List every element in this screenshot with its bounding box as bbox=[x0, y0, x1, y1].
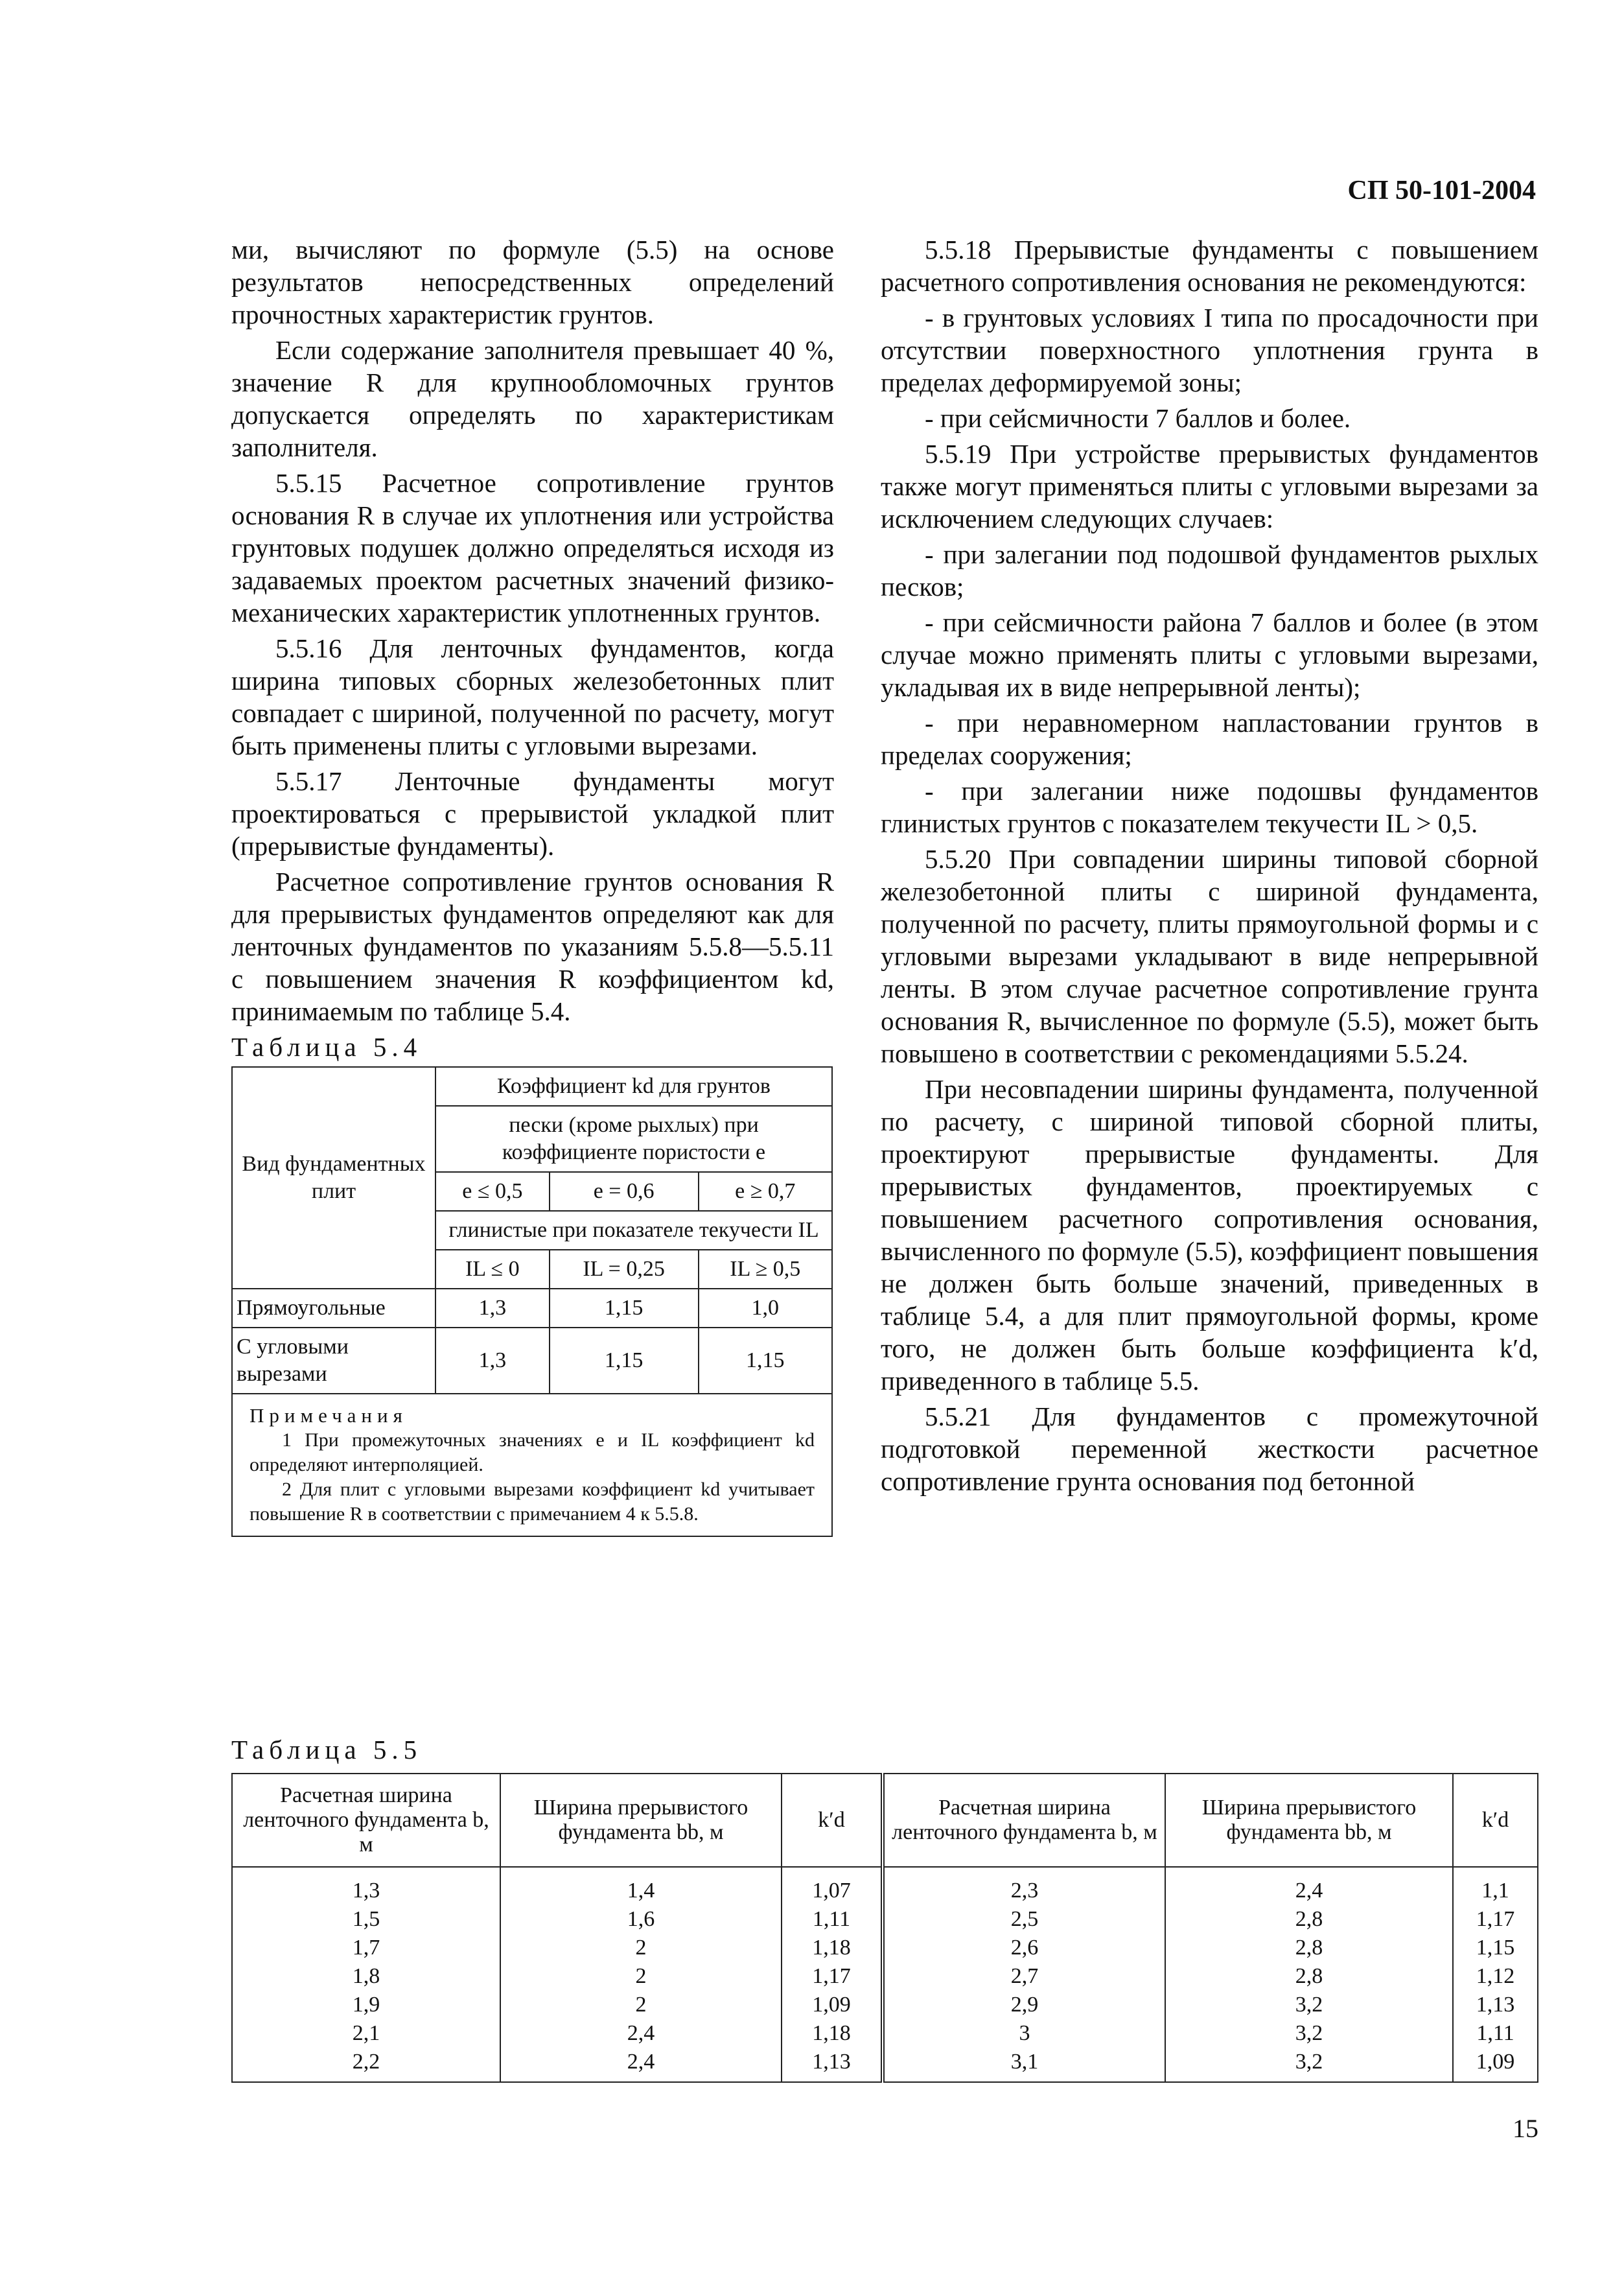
cell: 1,15 bbox=[550, 1289, 699, 1328]
cell: 2,6 bbox=[883, 1934, 1165, 1962]
header-plate-type: Вид фундаментных плит bbox=[232, 1067, 435, 1289]
cell: 1,11 bbox=[782, 1905, 883, 1934]
header-cell: k′d bbox=[1453, 1774, 1538, 1867]
header-sands: пески (кроме рыхлых) при коэффициенте пористости e bbox=[435, 1106, 832, 1172]
cell: 2,8 bbox=[1165, 1905, 1453, 1934]
cell: 1,3 bbox=[435, 1289, 550, 1328]
cell: 1,6 bbox=[500, 1905, 782, 1934]
cell: 3 bbox=[883, 2019, 1165, 2048]
cell: 2 bbox=[500, 1934, 782, 1962]
table-row bbox=[232, 2048, 1538, 2082]
list-item: - при залегании под подошвой фундаментов рыхлых песков; bbox=[881, 539, 1538, 602]
page-number: 15 bbox=[1513, 2114, 1538, 2143]
cell: 3,1 bbox=[883, 2048, 1165, 2082]
table-row bbox=[232, 1328, 832, 1394]
cell: 1,12 bbox=[1453, 1962, 1538, 1991]
table-row bbox=[232, 1991, 1538, 2019]
cell: 1,1 bbox=[1453, 1867, 1538, 1905]
cell: 2,9 bbox=[883, 1991, 1165, 2019]
cell: 2,5 bbox=[883, 1905, 1165, 1934]
list-item: - при залегании ниже подошвы фундаментов глинистых грунтов с показателем текучести IL > 0,5. bbox=[881, 776, 1538, 838]
cell: 1,11 bbox=[1453, 2019, 1538, 2048]
note: 2 Для плит с угловыми вырезами коэффициент kd учитывает повышение R в соответствии с примечанием 4 к 5.5.8. bbox=[249, 1479, 815, 1525]
cell: 2,1 bbox=[232, 2019, 500, 2048]
table-5-5-caption: Таблица 5.5 bbox=[231, 1735, 423, 1764]
list-item: - при сейсмичности района 7 баллов и более (в этом случае можно применять плиты с угловыми вырезами, укладывая их в виде непрерывной ленты); bbox=[881, 607, 1538, 702]
header-cell: IL ≤ 0 bbox=[435, 1250, 550, 1289]
paragraph: 5.5.20 При совпадении ширины типовой сборной железобетонной плиты с шириной фундамента, полученной по расчету, плиты прямоугольной формы и с угловыми вырезами укладывают в виде непрерывной ленты. В этом случае расчетное сопротивление грунта основания R, вычисленное по формуле (5.5), может быть повышено в соответствии с рекомендациями 5.5.24. bbox=[881, 844, 1538, 1068]
table-5-5-body bbox=[232, 1867, 1538, 2082]
paragraph: 5.5.21 Для фундаментов с промежуточной подготовкой переменной жесткости расчетное сопротивление грунта основания под бетонной bbox=[881, 1401, 1538, 1496]
cell: 2,4 bbox=[500, 2048, 782, 2082]
table-row bbox=[232, 1905, 1538, 1934]
header-cell: e ≥ 0,7 bbox=[699, 1172, 832, 1211]
paragraph: 5.5.19 При устройстве прерывистых фундаментов также могут применяться плиты с угловыми вырезами за исключением следующих случаев: bbox=[881, 439, 1538, 533]
cell: 2,3 bbox=[883, 1867, 1165, 1905]
cell: 2 bbox=[500, 1962, 782, 1991]
cell: 3,2 bbox=[1165, 2048, 1453, 2082]
cell: 1,8 bbox=[232, 1962, 500, 1991]
row-label: Прямоугольные bbox=[232, 1289, 435, 1328]
notes-title: Примечания bbox=[249, 1404, 408, 1427]
cell: 1,13 bbox=[1453, 1991, 1538, 2019]
cell: 2,2 bbox=[232, 2048, 500, 2082]
cell: 2 bbox=[500, 1991, 782, 2019]
paragraph: 5.5.16 Для ленточных фундаментов, когда ширина типовых сборных железобетонных плит совпадает с шириной, полученной по расчету, могут быть применены плиты с угловыми вырезами. bbox=[231, 633, 834, 760]
paragraph: ми, вычисляют по формуле (5.5) на основе результатов непосредственных определений прочностных характеристик грунтов. bbox=[231, 235, 834, 329]
header-cell: Расчетная ширина ленточного фундамента b, м bbox=[883, 1774, 1165, 1867]
header-clays: глинистые при показателе текучести IL bbox=[435, 1211, 832, 1250]
cell: 1,7 bbox=[232, 1934, 500, 1962]
table-5-4-caption: Таблица 5.4 bbox=[231, 1032, 423, 1062]
cell: 1,4 bbox=[500, 1867, 782, 1905]
row-label: С угловыми вырезами bbox=[232, 1328, 435, 1394]
cell: 1,3 bbox=[435, 1328, 550, 1394]
cell: 3,2 bbox=[1165, 1991, 1453, 2019]
cell: 1,18 bbox=[782, 1934, 883, 1962]
cell: 1,17 bbox=[782, 1962, 883, 1991]
table-5-5 bbox=[231, 1773, 1538, 2083]
cell: 2,7 bbox=[883, 1962, 1165, 1991]
cell: 1,15 bbox=[550, 1328, 699, 1394]
list-item: - при неравномерном напластовании грунтов в пределах сооружения; bbox=[881, 708, 1538, 770]
header-cell: k′d bbox=[782, 1774, 883, 1867]
paragraph: 5.5.17 Ленточные фундаменты могут проектироваться с прерывистой укладкой плит (прерывистые фундаменты). bbox=[231, 766, 834, 861]
table-row bbox=[232, 2019, 1538, 2048]
list-item: - в грунтовых условиях I типа по просадочности при отсутствии поверхностного уплотнения грунта в пределах деформируемой зоны; bbox=[881, 303, 1538, 397]
header-cell: IL = 0,25 bbox=[550, 1250, 699, 1289]
left-column bbox=[231, 233, 834, 1537]
right-column bbox=[881, 233, 1538, 1501]
note: 1 При промежуточных значениях e и IL коэффициент kd определяют интерполяцией. bbox=[249, 1429, 815, 1475]
header-cell: IL ≥ 0,5 bbox=[699, 1250, 832, 1289]
paragraph: Если содержание заполнителя превышает 40 %, значение R для крупнообломочных грунтов допускается определять по характеристикам заполнителя. bbox=[231, 335, 834, 462]
paragraph: 5.5.15 Расчетное сопротивление грунтов основания R в случае их уплотнения или устройства грунтовых подушек должно определяться исходя из задаваемых проектом расчетных значений физико-механических характеристик уплотненных грунтов. bbox=[231, 468, 834, 627]
header-coef: Коэффициент kd для грунтов bbox=[435, 1067, 832, 1106]
list-item: - при сейсмичности 7 баллов и более. bbox=[925, 403, 1351, 433]
cell: 1,15 bbox=[699, 1328, 832, 1394]
table-row bbox=[232, 1289, 832, 1328]
table-notes bbox=[232, 1394, 832, 1536]
cell: 1,9 bbox=[232, 1991, 500, 2019]
cell: 1,17 bbox=[1453, 1905, 1538, 1934]
cell: 1,07 bbox=[782, 1867, 883, 1905]
cell: 1,13 bbox=[782, 2048, 883, 2082]
document-code: СП 50-101-2004 bbox=[1347, 176, 1536, 205]
paragraph: При несовпадении ширины фундамента, полученной по расчету, с шириной типовой сборной плиты, проектируют прерывистые фундаменты. Для прерывистых фундаментов, проектируемых с повышением расчетного сопротивления основания, вычисленного по формуле (5.5), коэффициент повышения не должен быть больше значений, приведенных в таблице 5.4, а для плит прямоугольной формы, кроме того, не должен быть больше коэффициента k′d, приведенного в таблице 5.5. bbox=[881, 1074, 1538, 1396]
table-row bbox=[232, 1867, 1538, 1905]
paragraph: 5.5.18 Прерывистые фундаменты с повышением расчетного сопротивления основания не рекомендуются: bbox=[881, 235, 1538, 297]
header-cell: e ≤ 0,5 bbox=[435, 1172, 550, 1211]
cell: 2,4 bbox=[500, 2019, 782, 2048]
cell: 1,09 bbox=[1453, 2048, 1538, 2082]
cell: 1,0 bbox=[699, 1289, 832, 1328]
header-cell: Ширина прерывистого фундамента bb, м bbox=[1165, 1774, 1453, 1867]
cell: 1,3 bbox=[232, 1867, 500, 1905]
cell: 2,8 bbox=[1165, 1962, 1453, 1991]
table-row bbox=[232, 1962, 1538, 1991]
header-cell: e = 0,6 bbox=[550, 1172, 699, 1211]
cell: 1,5 bbox=[232, 1905, 500, 1934]
paragraph: Расчетное сопротивление грунтов основания R для прерывистых фундаментов определяют как для ленточных фундаментов по указаниям 5.5.8—5.5.11 с повышением значения R коэффициентом kd, принимаемым по таблице 5.4. bbox=[231, 867, 834, 1026]
cell: 2,8 bbox=[1165, 1934, 1453, 1962]
cell: 3,2 bbox=[1165, 2019, 1453, 2048]
header-cell: Расчетная ширина ленточного фундамента b, м bbox=[232, 1774, 500, 1867]
cell: 1,15 bbox=[1453, 1934, 1538, 1962]
header-cell: Ширина прерывистого фундамента bb, м bbox=[500, 1774, 782, 1867]
table-5-4 bbox=[231, 1066, 833, 1537]
cell: 2,4 bbox=[1165, 1867, 1453, 1905]
table-row bbox=[232, 1934, 1538, 1962]
cell: 1,09 bbox=[782, 1991, 883, 2019]
cell: 1,18 bbox=[782, 2019, 883, 2048]
